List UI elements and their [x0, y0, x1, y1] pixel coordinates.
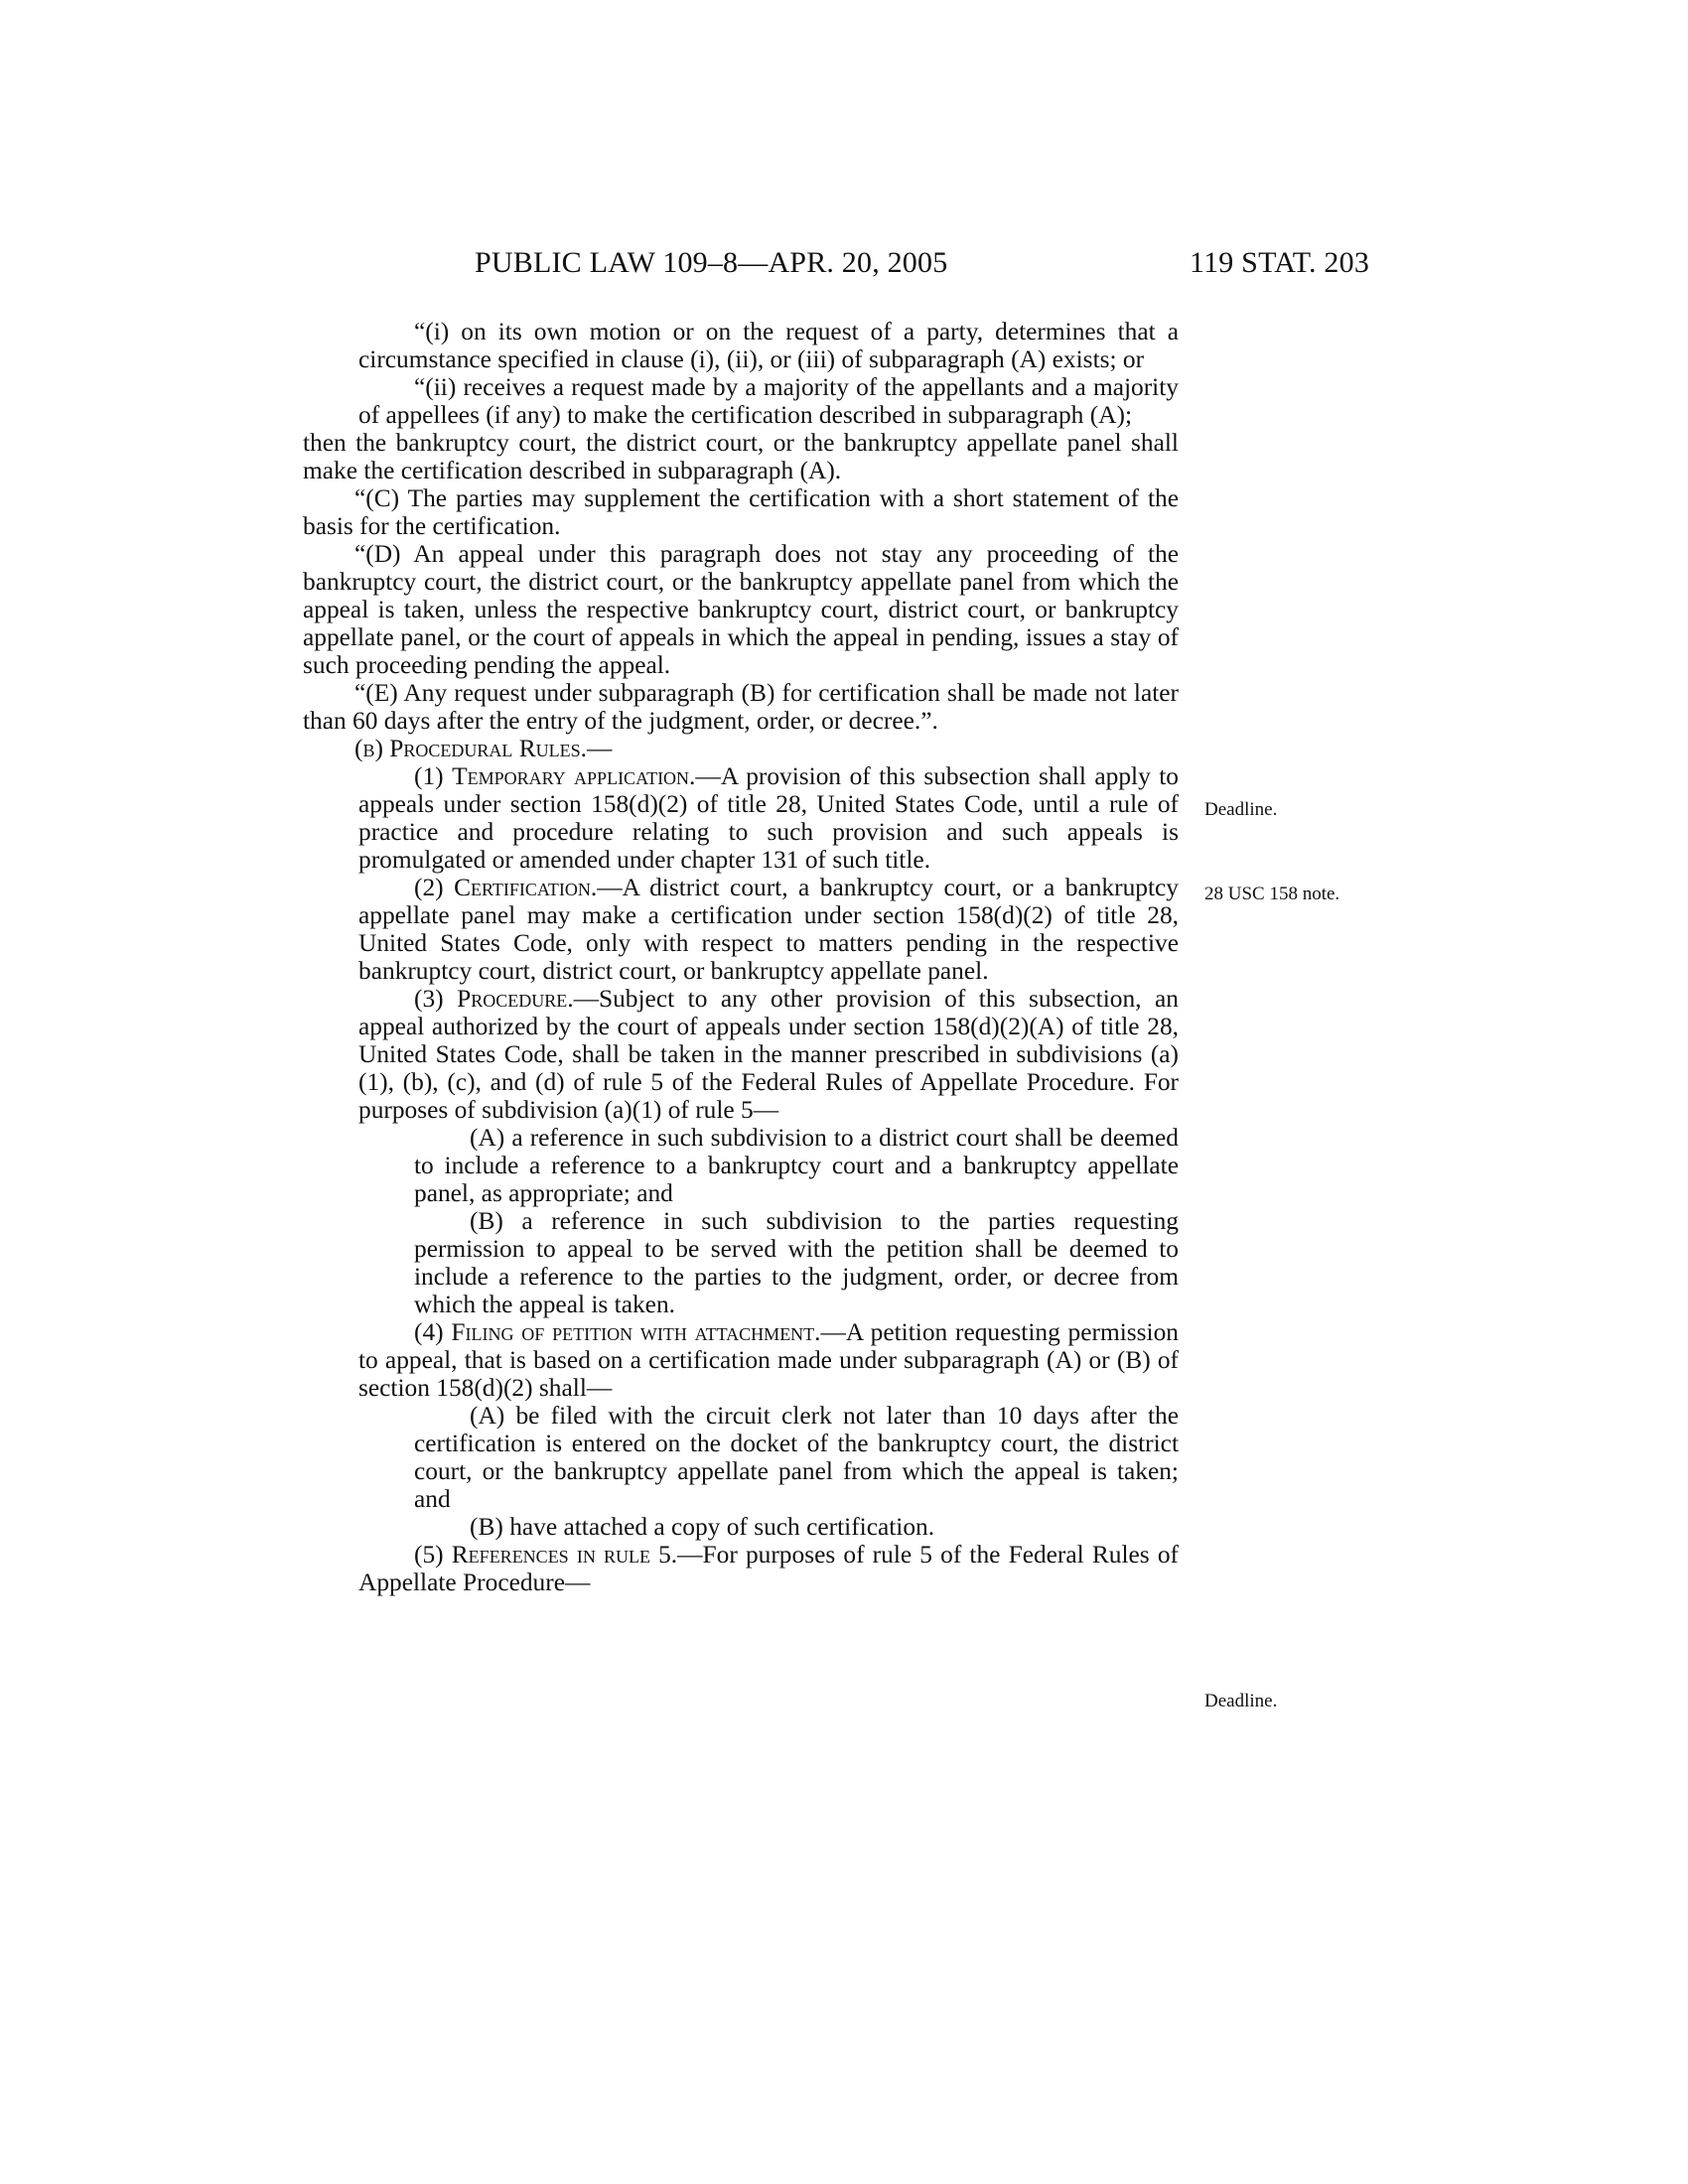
margin-note-usc-citation: 28 USC 158 note.: [1204, 884, 1340, 904]
subparagraph-e: “(E) Any request under subparagraph (B) for certification shall be made not later than 60 days after the entry of the judgment, order, or decree.”.: [303, 679, 1179, 735]
paragraph-3-subparagraph-a: (A) a reference in such subdivision to a district court shall be deemed to include a reference to a bankruptcy court and a bankruptcy appellate panel, as appropriate; and: [414, 1124, 1179, 1207]
running-head-title: PUBLIC LAW 109–8—APR. 20, 2005: [475, 246, 948, 279]
clause-continuation: then the bankruptcy court, the district court, or the bankruptcy appellate panel shall make the certification described in subparagraph (A).: [303, 429, 1179, 484]
paragraph-1-temporary-application: (1) Temporary application.—A provision of this subsection shall apply to appeals under section 158(d)(2) of title 28, United States Code, until a rule of practice and procedure relating to such provision and such appeals is promulgated or amended under chapter 131 of such title.: [358, 762, 1179, 874]
running-head-stat-page: 119 STAT. 203: [1190, 246, 1370, 279]
subparagraph-d: “(D) An appeal under this paragraph does not stay any proceeding of the bankruptcy court, the district court, or the bankruptcy appellate panel from which the appeal is taken, unless the respective bankruptcy court, district court, or bankruptcy appellate panel, or the court of appeals in which the appeal in pending, issues a stay of such proceeding pending the appeal.: [303, 540, 1179, 679]
margin-note-deadline: Deadline.: [1204, 1691, 1278, 1711]
clause-ii: “(ii) receives a request made by a majority of the appellants and a majority of appellees (if any) to make the certification described in subparagraph (A);: [358, 373, 1179, 429]
paragraph-3-subparagraph-b: (B) a reference in such subdivision to the parties requesting permission to appeal to be served with the petition shall be deemed to include a reference to the parties to the judgment, order, or decree from which the appeal is taken.: [414, 1207, 1179, 1318]
paragraph-4-filing-of-petition: (4) Filing of petition with attachment.—A petition requesting permission to appeal, that is based on a certification made under subparagraph (A) or (B) of section 158(d)(2) shall—: [358, 1318, 1179, 1402]
paragraph-3-procedure: (3) Procedure.—Subject to any other provision of this subsection, an appeal authorized by the court of appeals under section 158(d)(2)(A) of title 28, United States Code, shall be taken in the manner prescribed in subdivisions (a)(1), (b), (c), and (d) of rule 5 of the Federal Rules of Appellate Procedure. For purposes of subdivision (a)(1) of rule 5—: [358, 985, 1179, 1124]
statute-body: [303, 318, 1179, 1596]
subparagraph-c: “(C) The parties may supplement the certification with a short statement of the basis for the certification.: [303, 484, 1179, 540]
paragraph-2-certification: (2) Certification.—A district court, a bankruptcy court, or a bankruptcy appellate panel may make a certification under section 158(d)(2) of title 28, United States Code, only with respect to matters pending in the respective bankruptcy court, district court, or bankruptcy appellate panel.: [358, 874, 1179, 985]
paragraph-4-subparagraph-a: (A) be filed with the circuit clerk not later than 10 days after the certification is entered on the docket of the bankruptcy court, the district court, or the bankruptcy appellate panel from which the appeal is taken; and: [414, 1402, 1179, 1513]
clause-i: “(i) on its own motion or on the request of a party, determines that a circumstance specified in clause (i), (ii), or (iii) of subparagraph (A) exists; or: [358, 318, 1179, 373]
paragraph-4-subparagraph-b: (B) have attached a copy of such certification.: [470, 1513, 935, 1541]
paragraph-5-references-in-rule-5: (5) References in rule 5.—For purposes of rule 5 of the Federal Rules of Appellate Procedure—: [358, 1541, 1179, 1596]
subsection-b-heading: (b) Procedural Rules.—: [354, 735, 613, 762]
margin-note-deadline: Deadline.: [1204, 799, 1278, 820]
